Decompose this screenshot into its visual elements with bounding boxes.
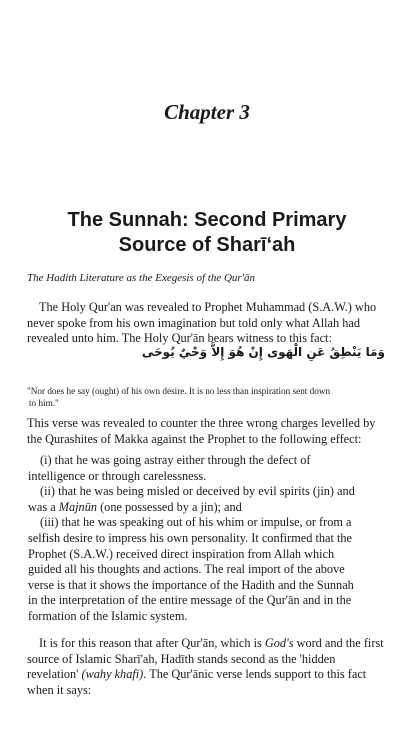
charge-line: in the interpretation of the entire message of the Qur'ān and in the: [28, 593, 352, 608]
paragraph-2: [27, 416, 392, 447]
paragraph-1: [27, 300, 392, 347]
charge-line: (iii) that he was speaking out of his whim or impulse, or from a: [40, 515, 352, 530]
section-subtitle: The Hadith Literature as the Exegesis of the Qur'ān: [27, 272, 256, 284]
charge-line: Prophet (S.A.W.) received direct inspiration from Allah which: [28, 546, 335, 561]
arabic-verse: وَمَا يَنْطِقُ عَنِ الْهَوى إِنْ هُوَ إِلاَّ وَحْيٌ يُوحَى: [141, 345, 385, 359]
paragraph-3: [27, 636, 392, 698]
verse-translation-line: "Nor does he say (ought) of his own desire. It is no less than inspiration sent down: [27, 386, 331, 396]
section-title-line-2: Source of Sharī‘ah: [118, 234, 296, 256]
paragraph-line: revealed unto him. The Holy Qur'ān bears witness to this fact:: [27, 331, 332, 346]
verse-translation-line: to him.": [29, 398, 59, 408]
charge-line: (i) that he was going astray either through the defect of: [40, 453, 311, 467]
charge-line: selfish desire to impress his own personality. It confirmed that the: [28, 530, 352, 545]
majnun-term: Majnūn: [58, 499, 97, 514]
paragraph-line: revelation' (wahy khafi). The Qur'ānic verse lends support to this fact: [27, 667, 367, 682]
charge-line: intelligence or through carelessness.: [28, 468, 207, 483]
paragraph-line: when it says:: [27, 682, 92, 697]
paragraph-line: This verse was revealed to counter the three wrong charges levelled by: [27, 416, 376, 430]
charge-line: was a Majnūn (one possessed by a jin); and: [28, 499, 242, 514]
chapter-heading: Chapter 3: [164, 100, 250, 124]
paragraph-line: never spoke from his own imagination but told only what Allah had: [27, 315, 360, 330]
charges-list: [28, 453, 392, 625]
paragraph-line: The Holy Qur'an was revealed to Prophet Muhammad (S.A.W.) who: [39, 300, 377, 314]
paragraph-line: source of Islamic Sharī'ah, Hadīth stands second as the 'hidden: [27, 651, 336, 666]
charge-line: (ii) that he was being misled or deceived by evil spirits (jin) and: [40, 484, 355, 499]
verse-translation: [27, 385, 387, 409]
paragraph-line: It is for this reason that after Qur'ān, which is God's word and the first: [39, 636, 384, 650]
charge-line: verse is that it shows the importance of the Hadith and the Sunnah: [28, 577, 354, 592]
paragraph-line: the Qurashites of Makka against the Prophet to the following effect:: [27, 431, 362, 446]
charge-line: formation of the Islamic system.: [28, 608, 188, 623]
section-title-line-1: The Sunnah: Second Primary: [67, 209, 347, 231]
charge-line: guided all his thoughts and actions. The real import of the above: [28, 562, 345, 577]
section-title: [0, 208, 414, 258]
